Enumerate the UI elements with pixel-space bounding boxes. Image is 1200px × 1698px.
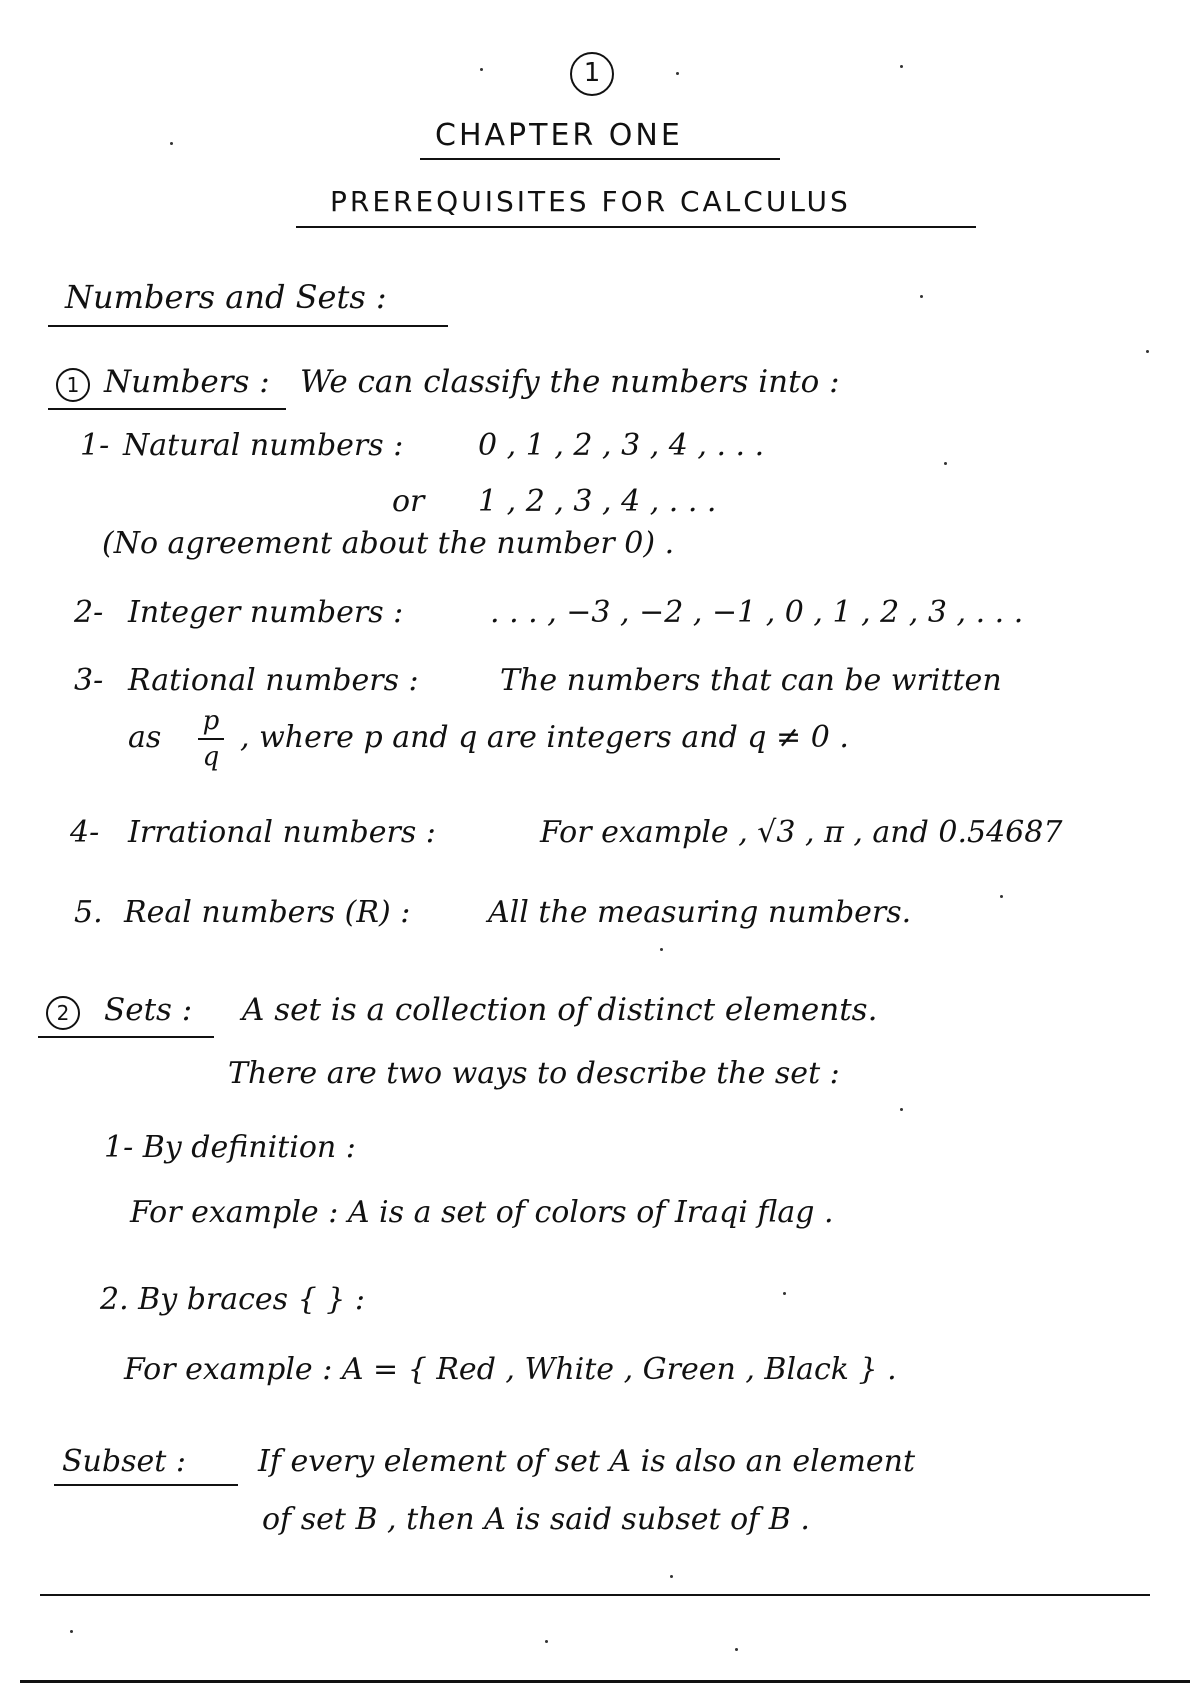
subset-line1: If every element of set A is also an element [258, 1444, 916, 1479]
irrational-prefix: 4- [70, 815, 100, 850]
rational-definition: The numbers that can be written [500, 663, 1002, 698]
scan-speckle [70, 1630, 73, 1633]
scan-speckle [944, 462, 947, 465]
sets-label-underline [38, 1036, 214, 1038]
scan-speckle [920, 295, 923, 298]
sets-label: Sets : [104, 992, 193, 1028]
scan-speckle [1146, 350, 1149, 353]
scan-speckle [1000, 895, 1003, 898]
rational-fraction [198, 708, 224, 770]
numbers-marker: 1 [56, 368, 90, 402]
scan-speckle [783, 1292, 786, 1295]
scan-speckle [660, 948, 663, 951]
way1-title: 1- By definition : [104, 1130, 356, 1165]
scan-speckle [545, 1640, 548, 1643]
numbers-intro: We can classify the numbers into : [300, 364, 840, 400]
real-description: All the measuring numbers. [488, 895, 912, 930]
chapter-title-underline [420, 158, 780, 160]
integer-prefix: 2- [74, 595, 104, 630]
real-prefix: 5. [74, 895, 103, 930]
irrational-name: Irrational numbers : [128, 815, 436, 850]
natural-alt-values: 1 , 2 , 3 , 4 , . . . [478, 484, 717, 519]
natural-name: Natural numbers : [123, 428, 404, 463]
fraction-numerator: p [202, 706, 220, 736]
subset-line2: of set B , then A is said subset of B . [262, 1502, 810, 1537]
scan-speckle [900, 1108, 903, 1111]
way1-example: For example : A is a set of colors of Iraqi flag . [130, 1195, 834, 1230]
natural-prefix: 1- [80, 428, 110, 463]
way2-title: 2. By braces { } : [100, 1282, 365, 1317]
chapter-subtitle: PREREQUISITES FOR CALCULUS [330, 185, 851, 218]
rational-as: as [128, 720, 162, 755]
integer-name: Integer numbers : [128, 595, 404, 630]
bottom-rule [40, 1594, 1150, 1596]
fraction-denominator: q [202, 742, 220, 772]
sets-marker: 2 [46, 996, 80, 1030]
page-number: 1 [570, 52, 614, 96]
numbers-label: Numbers : [104, 364, 270, 400]
rational-name: Rational numbers : [128, 663, 419, 698]
section-heading-underline [48, 325, 448, 327]
subset-label: Subset : [62, 1444, 186, 1479]
scan-speckle [900, 65, 903, 68]
rational-prefix: 3- [74, 663, 104, 698]
scan-speckle [735, 1648, 738, 1651]
chapter-subtitle-underline [296, 226, 976, 228]
natural-note: (No agreement about the number 0) . [102, 526, 675, 561]
integer-values: . . . , −3 , −2 , −1 , 0 , 1 , 2 , 3 , . . . [490, 595, 1024, 630]
scan-speckle [170, 142, 173, 145]
rational-condition: , where p and q are integers and q ≠ 0 . [240, 720, 849, 755]
scan-speckle [676, 72, 679, 75]
sets-ways: There are two ways to describe the set : [228, 1056, 840, 1091]
numbers-label-underline [48, 408, 286, 410]
chapter-title: CHAPTER ONE [435, 118, 683, 153]
irrational-examples: For example , √3 , π , and 0.54687 [540, 815, 1063, 850]
natural-values: 0 , 1 , 2 , 3 , 4 , . . . [478, 428, 765, 463]
real-name: Real numbers (R) : [124, 895, 411, 930]
way2-example: For example : A = { Red , White , Green , Black } . [124, 1352, 897, 1387]
subset-label-underline [54, 1484, 238, 1486]
sets-definition: A set is a collection of distinct elements. [242, 992, 878, 1028]
scan-speckle [480, 68, 483, 71]
natural-or: or [392, 484, 425, 519]
page-bottom-rule [20, 1680, 1190, 1683]
fraction-bar [198, 738, 224, 740]
section-heading: Numbers and Sets : [65, 278, 387, 316]
scan-speckle [670, 1575, 673, 1578]
